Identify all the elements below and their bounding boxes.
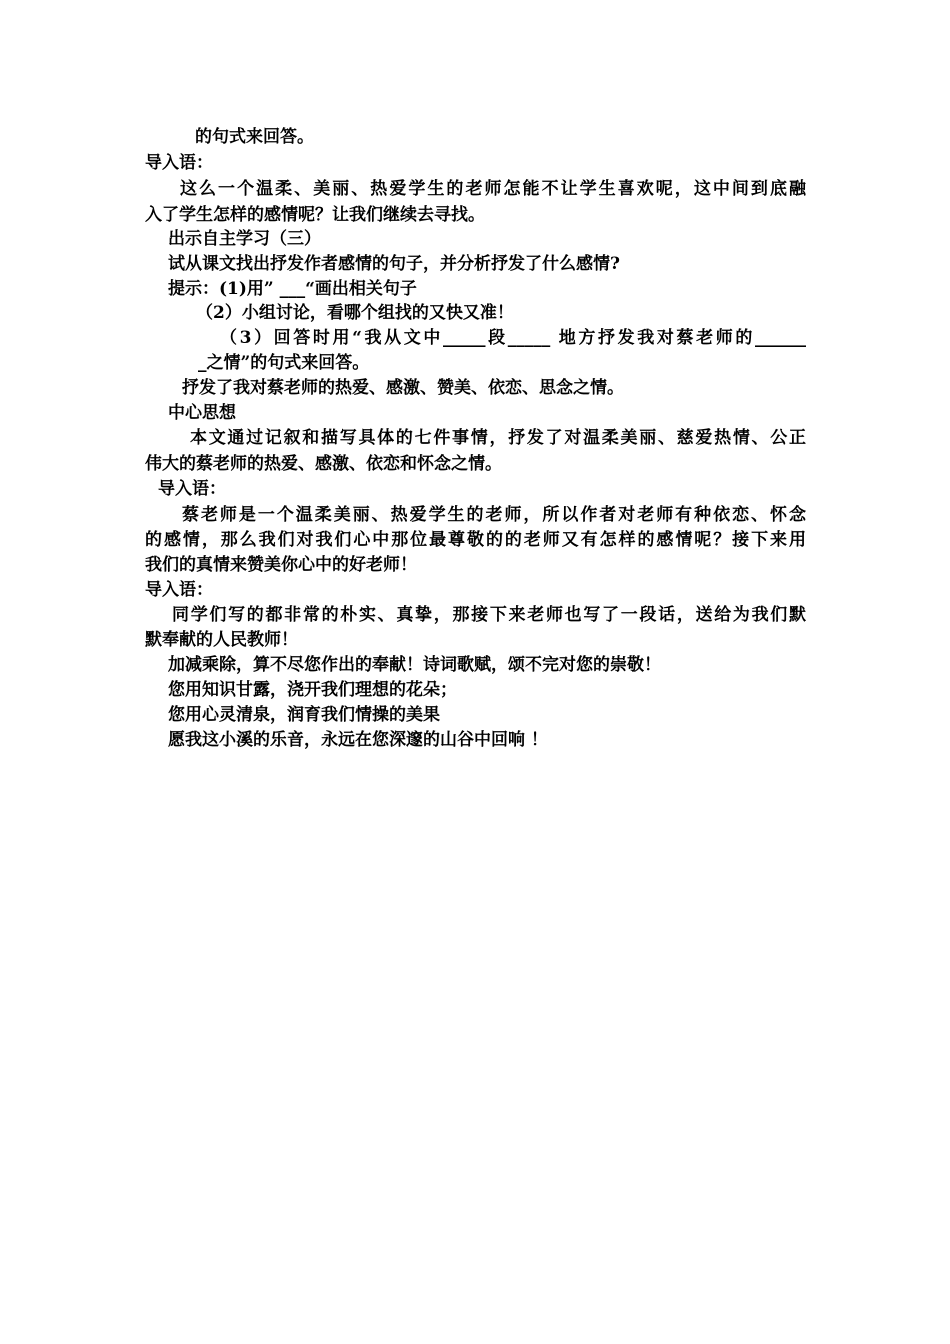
central-idea-line-2: 伟大的蔡老师的热爱、感激、依恋和怀念之情。 xyxy=(145,454,502,474)
text-line-20: 同学们写的都非常的朴实、真挚，那接下来老师也写了一段话，送给为我们默 xyxy=(172,605,806,625)
lead-in-heading-3: 导入语： xyxy=(145,580,213,600)
poem-line-4: 愿我这小溪的乐音，永远在您深邃的山谷中回响 ！ xyxy=(168,730,548,750)
central-idea-heading: 中心思想 xyxy=(168,403,236,423)
poem-line-2: 您用知识甘露，浇开我们理想的花朵； xyxy=(168,680,457,700)
text-line-4: 入了学生怎样的感情呢？让我们继续去寻找。 xyxy=(145,205,485,225)
answer-line: 抒发了我对蔡老师的热爱、感激、赞美、依恋、思念之情。 xyxy=(182,378,624,398)
hint-line-3: （3）回答时用“我从文中_____段_____ 地方抒发我对蔡老师的______ xyxy=(220,328,806,348)
poem-line-1: 加减乘除，算不尽您作出的奉献！诗词歌赋，颂不完对您的崇敬！ xyxy=(168,655,661,675)
hint-line-1: 提示：(1)用” ___“画出相关句子 xyxy=(168,279,417,299)
hint-line-2: （2）小组讨论，看哪个组找的又快又准！ xyxy=(196,303,514,323)
text-line-17: 的感情，那么我们对我们心中那位最尊敬的的老师又有怎样的感情呢？接下来用 xyxy=(145,530,806,550)
task-instruction: 试从课文找出抒发作者感情的句子，并分析抒发了什么感情? xyxy=(168,254,620,274)
poem-line-3: 您用心灵清泉，润育我们情操的美果 xyxy=(168,705,440,725)
section-heading-self-study-3: 出示自主学习（三） xyxy=(168,229,321,249)
lead-in-heading-1: 导入语： xyxy=(145,153,213,173)
text-line-21: 默奉献的人民教师！ xyxy=(145,630,298,650)
central-idea-line-1: 本文通过记叙和描写具体的七件事情，抒发了对温柔美丽、慈爱热情、公正 xyxy=(190,428,806,448)
hint-line-3-cont: _之情”的句式来回答。 xyxy=(198,353,370,373)
lead-in-heading-2: 导入语： xyxy=(158,479,226,499)
text-line-16: 蔡老师是一个温柔美丽、热爱学生的老师，所以作者对老师有种依恋、怀念 xyxy=(182,505,806,525)
text-line-1: 的句式来回答。 xyxy=(195,127,314,147)
text-line-3: 这么一个温柔、美丽、热爱学生的老师怎能不让学生喜欢呢，这中间到底融 xyxy=(180,179,806,199)
text-line-18: 我们的真情来赞美你心中的好老师！ xyxy=(145,555,417,575)
